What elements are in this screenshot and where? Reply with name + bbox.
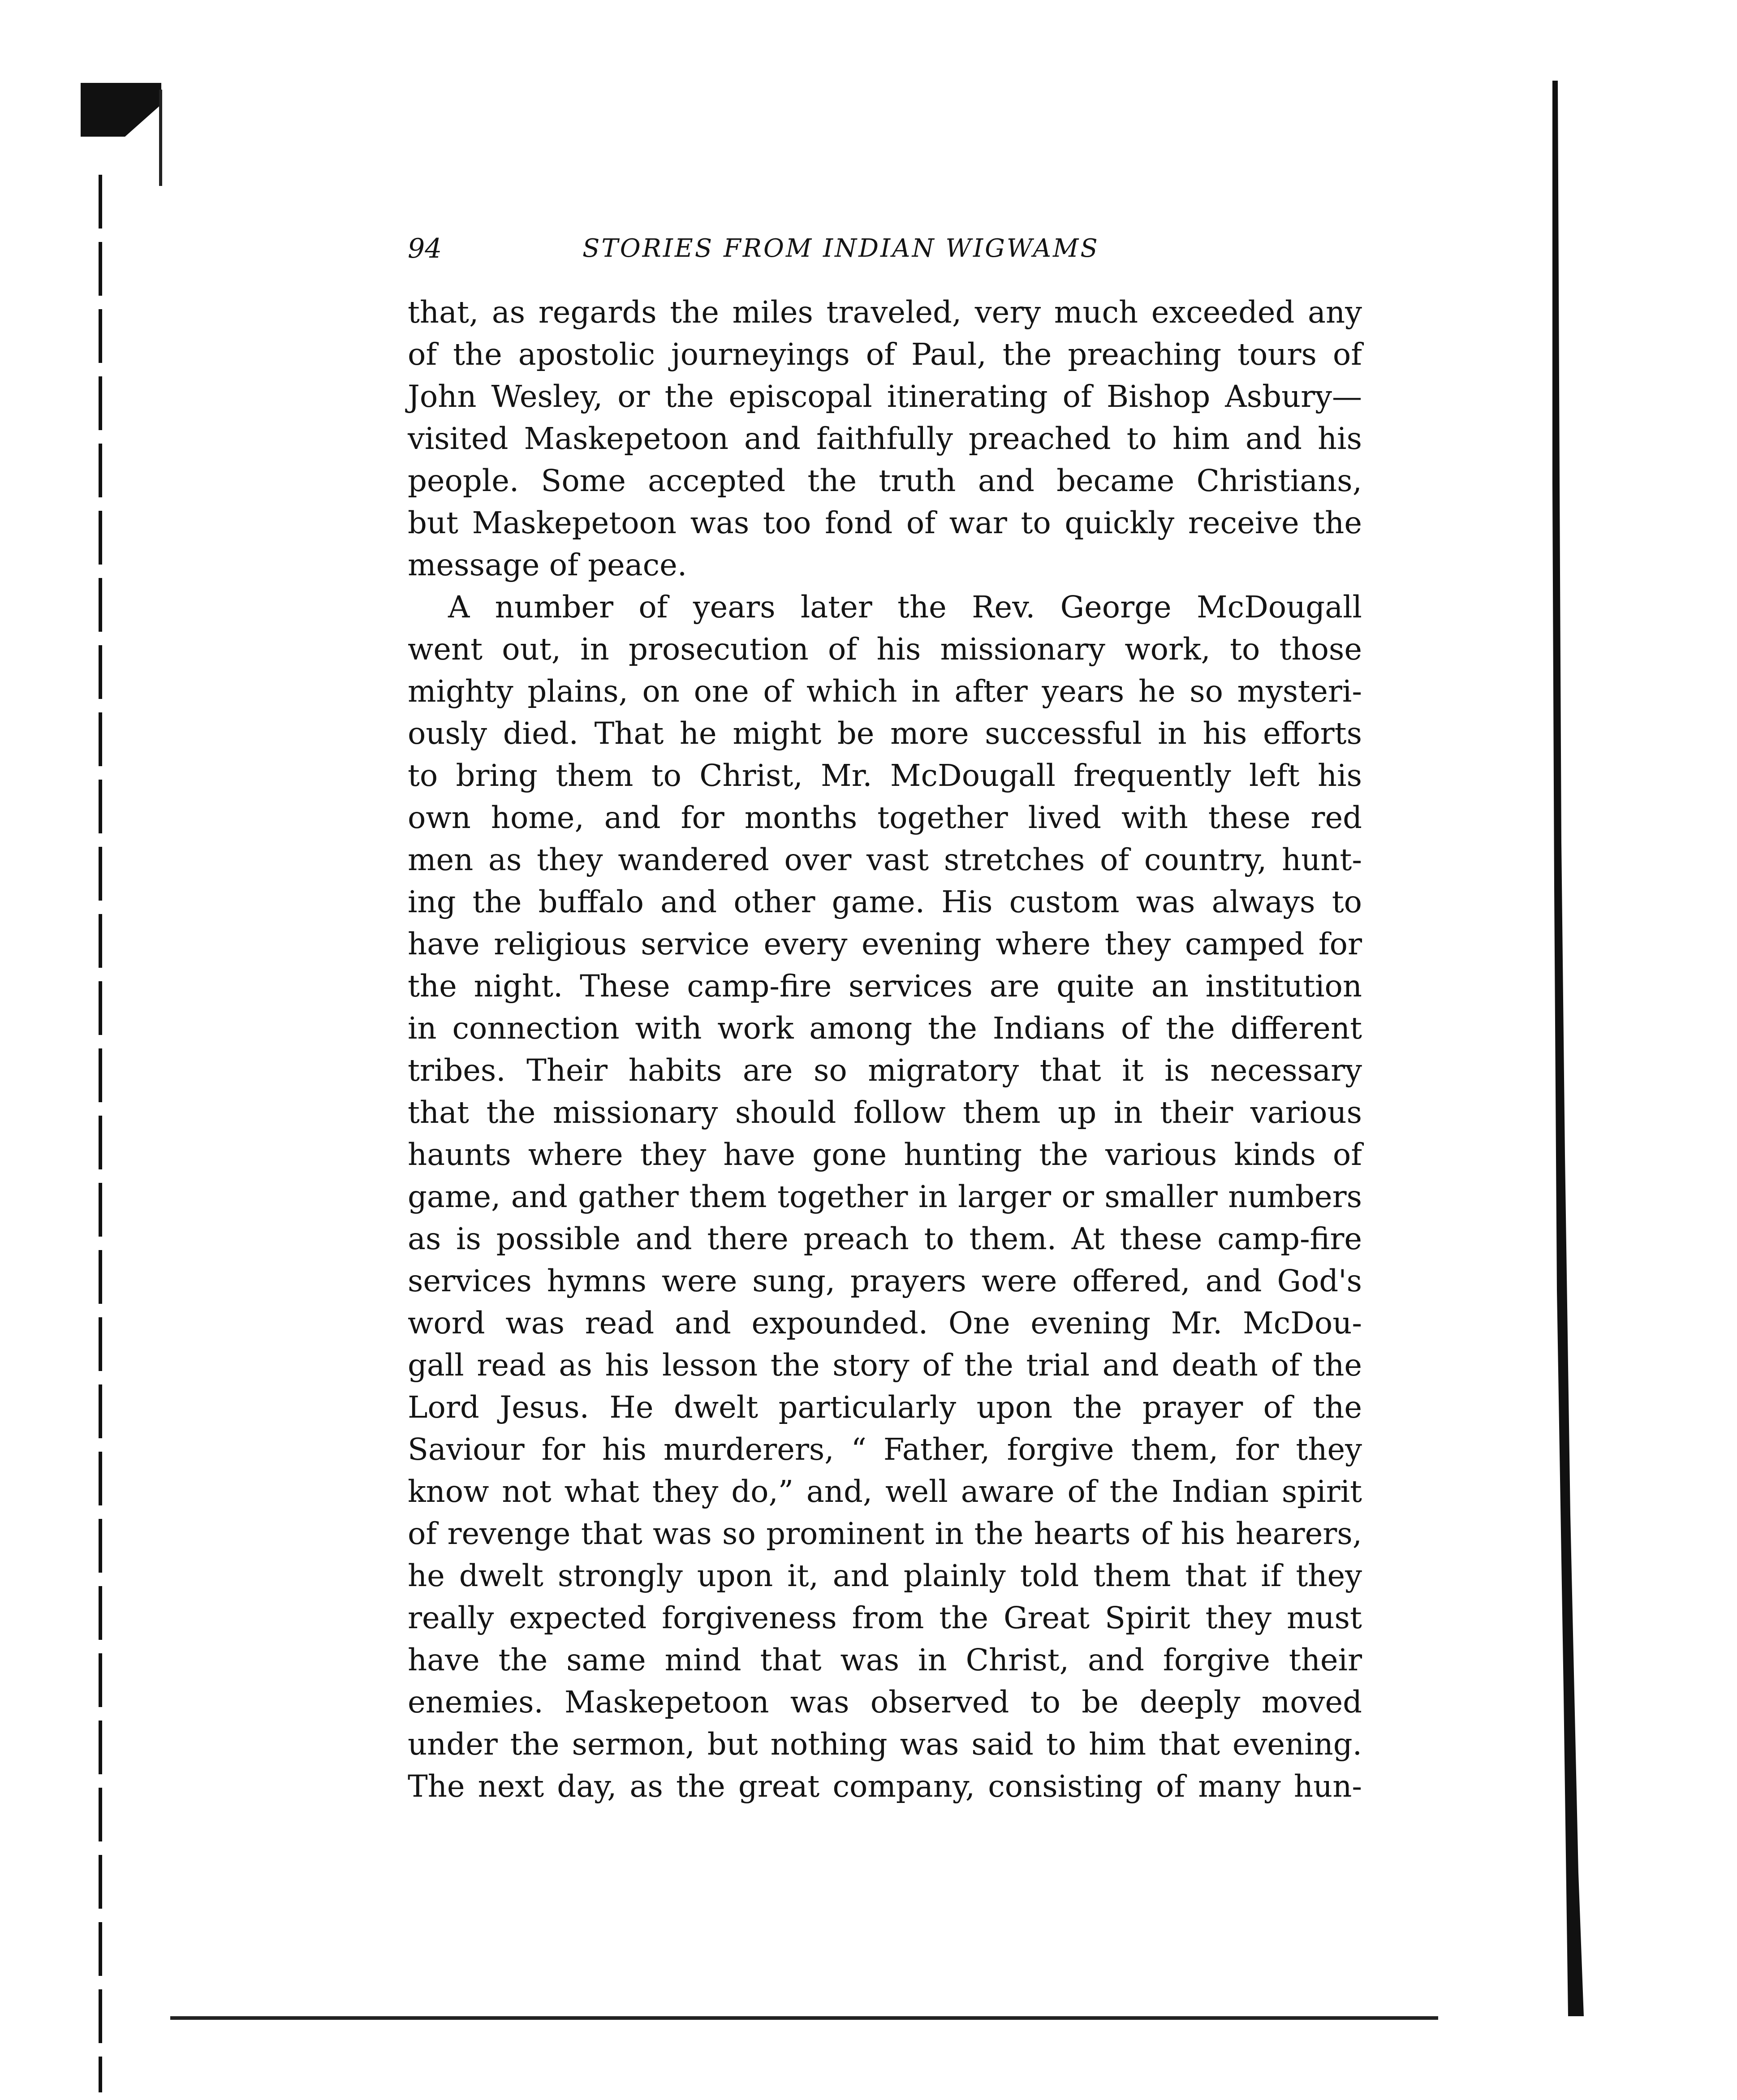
- text-line: men as they wandered over vast stretches of country, hunt-: [408, 842, 1362, 877]
- text-line: as is possible and there preach to them. At these camp-fire: [408, 1221, 1362, 1256]
- body-text: [408, 291, 1362, 1807]
- text-line: enemies. Maskepetoon was observed to be deeply moved: [408, 1685, 1362, 1720]
- text-line: A number of years later the Rev. George McDougall: [448, 590, 1362, 625]
- text-line: people. Some accepted the truth and became Christians,: [408, 463, 1362, 498]
- text-line: that, as regards the miles traveled, very much exceeded any: [408, 295, 1362, 330]
- right-binding-edge: [1543, 81, 1584, 2016]
- text-line: the night. These camp-fire services are quite an institution: [408, 969, 1362, 1004]
- text-line: Saviour for his murderers, “ Father, forgive them, for they: [408, 1432, 1362, 1467]
- text-line: ing the buffalo and other game. His custom was always to: [408, 884, 1362, 919]
- text-line: to bring them to Christ, Mr. McDougall frequently left his: [408, 758, 1362, 793]
- text-line: have religious service every evening where they camped for: [408, 927, 1362, 962]
- text-line: game, and gather them together in larger or smaller numbers: [408, 1179, 1362, 1214]
- scan-corner-line: [159, 90, 162, 186]
- text-line: John Wesley, or the episcopal itinerating of Bishop Asbury—: [408, 379, 1362, 414]
- bottom-scan-rule: [170, 2016, 1438, 2020]
- text-line: word was read and expounded. One evening Mr. McDou-: [408, 1306, 1362, 1341]
- text-line: really expected forgiveness from the Great Spirit they must: [408, 1600, 1362, 1635]
- text-line: own home, and for months together lived with these red: [408, 800, 1362, 835]
- running-head: STORIES FROM INDIAN WIGWAMS: [582, 234, 1099, 263]
- left-binding-edge: [99, 175, 102, 2092]
- text-line: that the missionary should follow them up in their various: [408, 1095, 1362, 1130]
- text-line: visited Maskepetoon and faithfully preached to him and his: [408, 421, 1362, 456]
- text-line: of the apostolic journeyings of Paul, the preaching tours of: [408, 337, 1362, 372]
- text-line: services hymns were sung, prayers were offered, and God's: [408, 1263, 1362, 1298]
- text-line: he dwelt strongly upon it, and plainly told them that if they: [408, 1558, 1362, 1593]
- text-line: message of peace.: [408, 548, 687, 582]
- text-line: mighty plains, on one of which in after years he so mysteri-: [408, 674, 1362, 709]
- page-number: 94: [408, 233, 442, 264]
- text-line: haunts where they have gone hunting the various kinds of: [408, 1137, 1362, 1172]
- text-line: know not what they do,” and, well aware of the Indian spirit: [408, 1474, 1362, 1509]
- text-line: tribes. Their habits are so migratory that it is necessary: [408, 1053, 1362, 1088]
- text-line: of revenge that was so prominent in the hearts of his hearers,: [408, 1516, 1362, 1551]
- text-line: went out, in prosecution of his missionary work, to those: [408, 632, 1362, 667]
- page-header: [408, 229, 1349, 269]
- text-line: ously died. That he might be more successful in his efforts: [408, 716, 1362, 751]
- scan-corner-artifact: [81, 83, 161, 137]
- text-line: in connection with work among the Indians of the different: [408, 1011, 1362, 1046]
- text-line: gall read as his lesson the story of the trial and death of the: [408, 1348, 1362, 1383]
- text-line: Lord Jesus. He dwelt particularly upon the prayer of the: [408, 1390, 1362, 1425]
- text-line: but Maskepetoon was too fond of war to quickly receive the: [408, 505, 1362, 540]
- text-line: have the same mind that was in Christ, and forgive their: [408, 1643, 1362, 1677]
- text-line: under the sermon, but nothing was said to him that evening.: [408, 1727, 1362, 1762]
- text-line: The next day, as the great company, consisting of many hun-: [408, 1769, 1362, 1804]
